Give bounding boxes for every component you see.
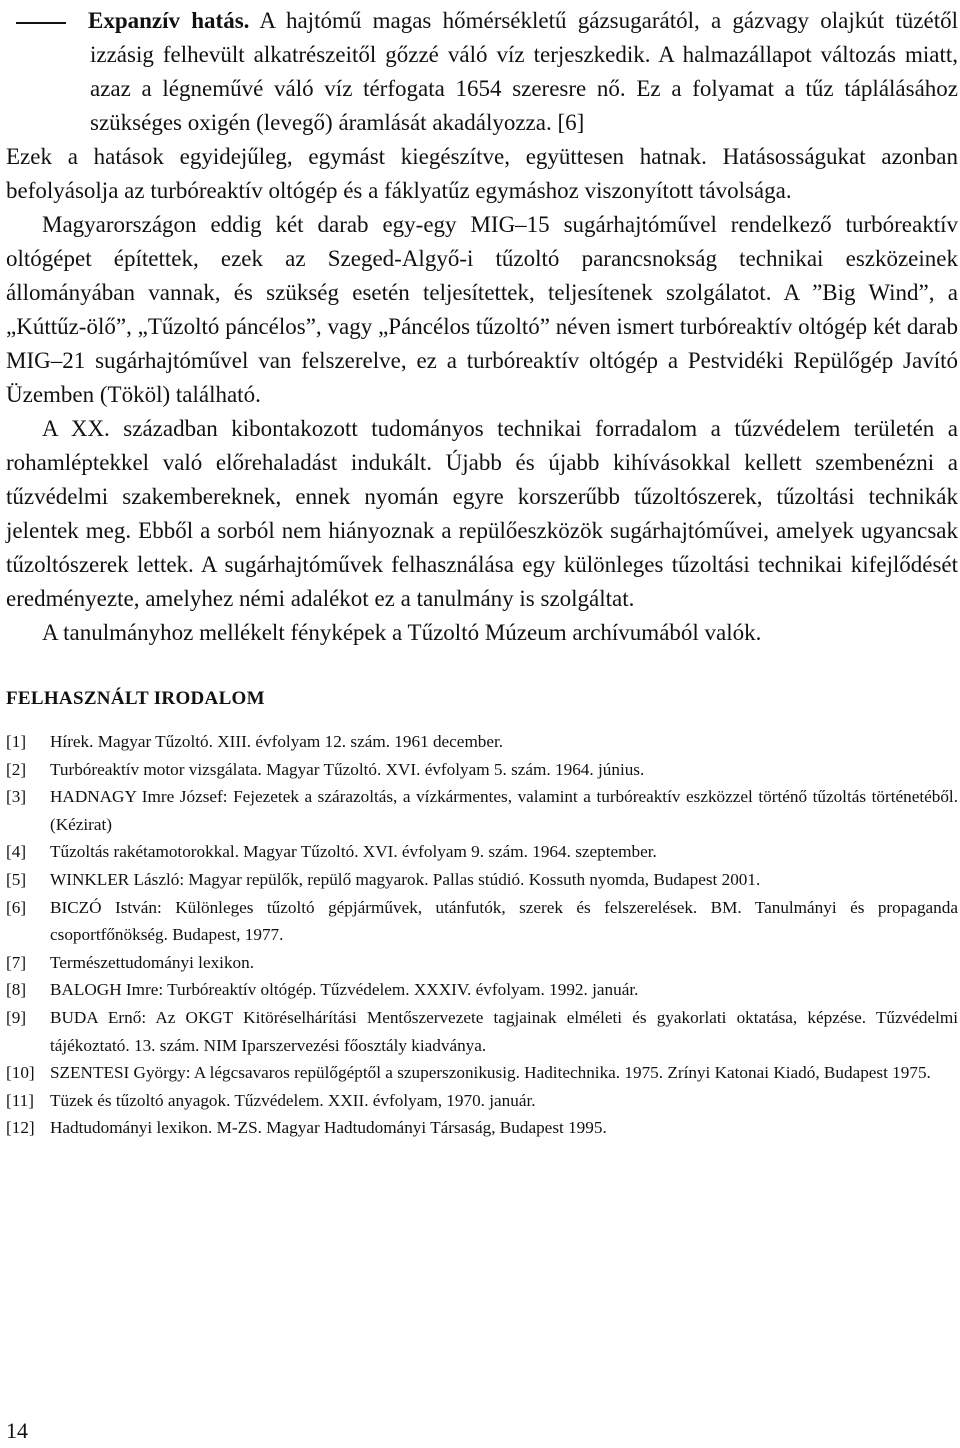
page-number: 14 [6,1418,28,1443]
reference-item [6,838,958,866]
reference-item [6,976,958,1004]
reference-number: [9] [6,1007,27,1027]
reference-number: [1] [6,732,27,751]
reference-text: Hadtudományi lexikon. M-ZS. Magyar Hadtudományi Társaság, Budapest 1995. [50,1118,607,1138]
reference-text: BUDA Ernő: Az OKGT Kitöréselhárítási Mentőszervezete tagjainak elméleti és gyakorlati oktatása, képzése. Tűzvédelmi tájékoztató. 13. szám. NIM Iparszervezési főosztály kiadványa. [50,1007,958,1055]
reference-item [6,756,958,784]
reference-item [6,1059,958,1087]
reference-number: [7] [6,952,27,972]
reference-text: Tüzek és tűzoltó anyagok. Tűzvédelem. XXII. évfolyam, 1970. január. [50,1090,536,1110]
expansive-effect-text: A hajtómű magas hőmérsékletű gázsugarától, a gázvagy olajkút tüzétől izzásig felhevült alkatrészeitől gőzzé váló víz terjeszkedik. A halmazállapot változás miatt, azaz a légneművé váló víz térfogata 1654 szeresre nő. Ez a folyamat a tűz táplálásához szükséges oxigén (levegő) áramlását akadályozza. [6] [90,8,958,135]
reference-text: Természettudományi lexikon. [50,952,255,972]
reference-item [6,1004,958,1059]
references-heading: FELHASZNÁLT IRODALOM [6,688,265,709]
reference-number: [6] [6,897,27,917]
expansive-effect-title: Expanzív hatás. [88,8,250,33]
paragraph-hungary: Magyarországon eddig két darab egy-egy MIG–15 sugárhajtóművel rendelkező turbóreaktív oltógépet építettek, ezek az Szeged-Algyő-i tűzoltó parancsnokság technikai eszközeinek állományában vannak, és szükség esetén teljesítettek, teljesítenek szolgálatot. A ”Big Wind”, a „Kúttűz-ölő”, „Tűzoltó páncélos”, vagy „Páncélos tűzoltó” néven ismert turbóreaktív oltógép két darab MIG–21 sugárhajtóművel van felszerelve, ez a turbóreaktív oltógép a Pestvidéki Repülőgép Javító Üzemben (Tököl) található. [6,212,958,407]
paragraph-twentieth-century: A XX. században kibontakozott tudományos technikai forradalom a tűzvédelem területén a rohamléptekkel való előrehaladást indukált. Újabb és újabb kihívásokkal kellett szembenézni a tűzvédelmi szakembereknek, ennek nyomán egyre korszerűbb tűzoltószerek, tűzoltási technikák jelentek meg. Ebből a sorból nem hiányoznak a repülőeszközök sugárhajtóművei, amelyek ugyancsak tűzoltószerek lettek. A sugárhajtóművek felhasználása egy különleges tűzoltási technikai kifejlődését eredményezte, amelyhez némi adalékot ez a tanulmány is szolgáltat. [6,416,958,611]
reference-list [6,728,958,1142]
paragraph-effects: Ezek a hatások egyidejűleg, egymást kiegészítve, együttesen hatnak. Hatásosságukat azonban befolyásolja az turbóreaktív oltógép és a fáklyatűz egymáshoz viszonyított távolsága. [6,144,958,203]
reference-text: Hírek. Magyar Tűzoltó. XIII. évfolyam 12. szám. 1961 december. [50,732,504,751]
reference-number: [8] [6,980,27,1000]
reference-number: [11] [6,1090,34,1110]
reference-text: BALOGH Imre: Turbóreaktív oltógép. Tűzvédelem. XXXIV. évfolyam. 1992. január. [50,980,639,1000]
paragraph-photos: A tanulmányhoz mellékelt fényképek a Tűzoltó Múzeum archívumából valók. [42,620,762,645]
reference-text: BICZÓ István: Különleges tűzoltó gépjárművek, utánfutók, szerek és felszerelések. BM. Tanulmányi és propaganda csoportfőnökség. Budapest, 1977. [50,897,958,945]
reference-text: WINKLER László: Magyar repülők, repülő magyarok. Pallas stúdió. Kossuth nyomda, Budapest 2001. [50,869,761,889]
reference-item [6,894,958,949]
expansive-effect-item [6,4,958,140]
reference-item [6,728,958,756]
reference-number: [5] [6,869,27,889]
reference-item [6,1087,958,1115]
reference-number: [2] [6,759,27,779]
reference-text: Tűzoltás rakétamotorokkal. Magyar Tűzoltó. XVI. évfolyam 9. szám. 1964. szeptember. [50,842,657,862]
reference-number: [12] [6,1118,35,1138]
reference-item [6,866,958,894]
reference-item [6,949,958,977]
reference-text: Turbóreaktív motor vizsgálata. Magyar Tűzoltó. XVI. évfolyam 5. szám. 1964. június. [50,759,645,779]
reference-text: HADNAGY Imre József: Fejezetek a szárazoltás, a vízkármentes, valamint a turbóreaktív eszközzel történő tűzoltás történetéből. (Kézirat) [50,787,958,834]
em-dash-bullet [16,22,66,24]
reference-number: [4] [6,842,27,862]
reference-item [6,1114,958,1142]
reference-item [6,783,958,838]
reference-number: [10] [6,1063,35,1083]
reference-number: [3] [6,787,27,807]
reference-text: SZENTESI György: A légcsavaros repülőgéptől a szuperszonikusig. Haditechnika. 1975. Zrínyi Katonai Kiadó, Budapest 1975. [50,1063,931,1083]
document-page [6,0,958,1142]
